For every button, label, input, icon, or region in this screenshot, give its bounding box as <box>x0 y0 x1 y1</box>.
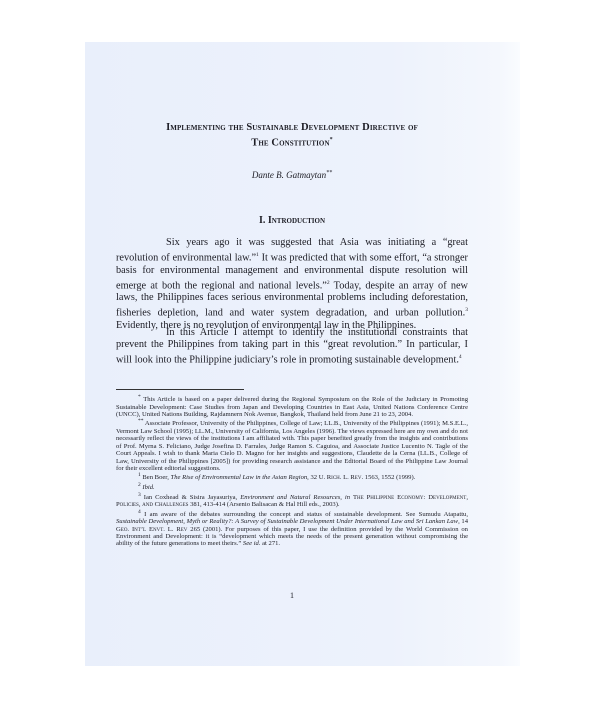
footnote <box>116 482 468 492</box>
text: 1563, 1552 (1999). <box>363 474 416 482</box>
footnote <box>116 394 468 418</box>
section-heading: I. Introduction <box>258 215 326 226</box>
footnote-ref: 2 <box>326 279 330 286</box>
journal-name: Geo. Int’l Envt. L. Rev <box>116 525 188 533</box>
paragraph <box>116 237 468 332</box>
footnote <box>116 418 468 472</box>
book-title: The Philippine Economy: Development, Policies, and Challenges <box>116 493 468 509</box>
author-line <box>116 170 468 180</box>
footnote-ref: 1 <box>256 252 259 259</box>
footnote-mark: 3 <box>138 491 141 498</box>
footnote <box>116 509 468 548</box>
author-footnote-mark: ** <box>326 170 333 176</box>
page-number: 1 <box>290 591 294 600</box>
text: Evidently, there is no revolution of environmental law in the Philippines. <box>116 319 417 331</box>
text: In this Article I attempt to identify the institutional constraints that prevent the Philippines from taking part in this “great revolution.” In particular, I will look into the Philippine judiciary’s role in promoting sustainable development. <box>116 327 468 366</box>
text: Six years ago it was suggested that Asia was initiating a “great revolution of environmental law.” <box>116 237 468 264</box>
text: , 14 <box>458 518 468 526</box>
citation-title: Environment and Natural Resources <box>240 493 341 501</box>
text: See id. <box>242 540 261 548</box>
text: Today, despite an array of new laws, the Philippines faces serious environmental problems including deforestation, fisheries depletion, land and water system degradation, and urban pollution. <box>116 280 468 319</box>
text: 381, 413-414 (Arsenio Balisacan & Hal Hill eds., 2003). <box>188 501 340 509</box>
footnote-text: This Article is based on a paper delivered during the Regional Symposium on the Role of the Judiciary in Promoting Sustainable Development: Case Studies from Japan and Developing Countries in East Asia, United Nations Conference Centre (UNCC), United Nations Building, Rajdamnern Nok Avenue, Bangkok, Thailand held from June 21 to 23, 2004. <box>116 396 468 418</box>
footnote <box>116 472 468 482</box>
text: Ben Boer, <box>140 474 171 482</box>
text: at 271. <box>260 540 281 548</box>
title-footnote-mark: * <box>329 137 333 143</box>
article-title <box>116 122 468 150</box>
footnote-mark: * <box>138 394 141 400</box>
footnote-mark: 1 <box>138 472 141 479</box>
text: , 32 U. <box>307 474 327 482</box>
footnote-ref: 3 <box>465 307 468 314</box>
title-line-1: Implementing the Sustainable Development Directive of <box>166 122 418 133</box>
citation-title: Sustainable Development, Myth or Reality?: A Survey of Sustainable Development Under International Law and Sri Lankan Law <box>116 518 459 526</box>
author-name: Dante B. Gatmaytan <box>251 170 327 180</box>
footnote-ref: 4 <box>458 354 462 361</box>
footnote-divider <box>116 389 244 390</box>
journal-name: Rich. L. Rev. <box>326 474 364 482</box>
text: It was predicted that with some effort, “a stronger basis for environmental management and environmental dispute resolution will emerge at both the regional and national levels.” <box>116 252 468 292</box>
text: , <box>340 493 345 501</box>
text: Ian Coxhead & Sisira Jayasuriya, <box>140 493 241 501</box>
text: I am aware of the debates surrounding the concept and status of sustainable development. See Sumudu Atapattu, <box>140 510 468 518</box>
footnote-mark: ** <box>138 418 144 425</box>
footnote-text: Associate Professor, University of the Philippines, College of Law; LL.B., University of the Philippines (1991); M.S.E.L., Vermont Law School (1995); LL.M., University of California, Los Angeles (1996). The views expressed here are my own and do not necessarily reflect the views of the institutions I am affiliated with. This paper benefited greatly from the insights and contributions of Prof. Myrna S. Feliciano, Judge Josefina D. Farrales, Judge Ramon S. Caguioa, and Associate Justice Lucenito N. Tagle of the Court Appeals. I wish to thank Maria Cielo D. Magno for her insights and suggestions, Claudette de la Cerna (LL.B., College of Law, University of the Philippines [2005]) for providing research assistance and the Editorial Board of the Philippine Law Journal for their excellent editorial suggestions. <box>116 420 468 473</box>
paragraph <box>116 327 468 367</box>
title-line-2-wrap <box>116 134 468 150</box>
footnote-mark: 4 <box>138 508 141 515</box>
footnotes <box>116 394 468 548</box>
footnote-mark: 2 <box>138 482 141 489</box>
citation-title: The Rise of Environmental Law in the Asian Region <box>170 474 308 482</box>
title-line-2: The Constitution <box>251 137 330 149</box>
text: 265 (2001). For purposes of this paper, I use the definition provided by the World Commission on Environment and Development: it is “development which meets the needs of the present generation without compromising the ability of the future generations to meet theirs.” <box>116 525 468 548</box>
text: in <box>344 493 351 501</box>
footnote <box>116 492 468 509</box>
citation: Ibid. <box>140 484 155 492</box>
document-page <box>85 42 520 666</box>
